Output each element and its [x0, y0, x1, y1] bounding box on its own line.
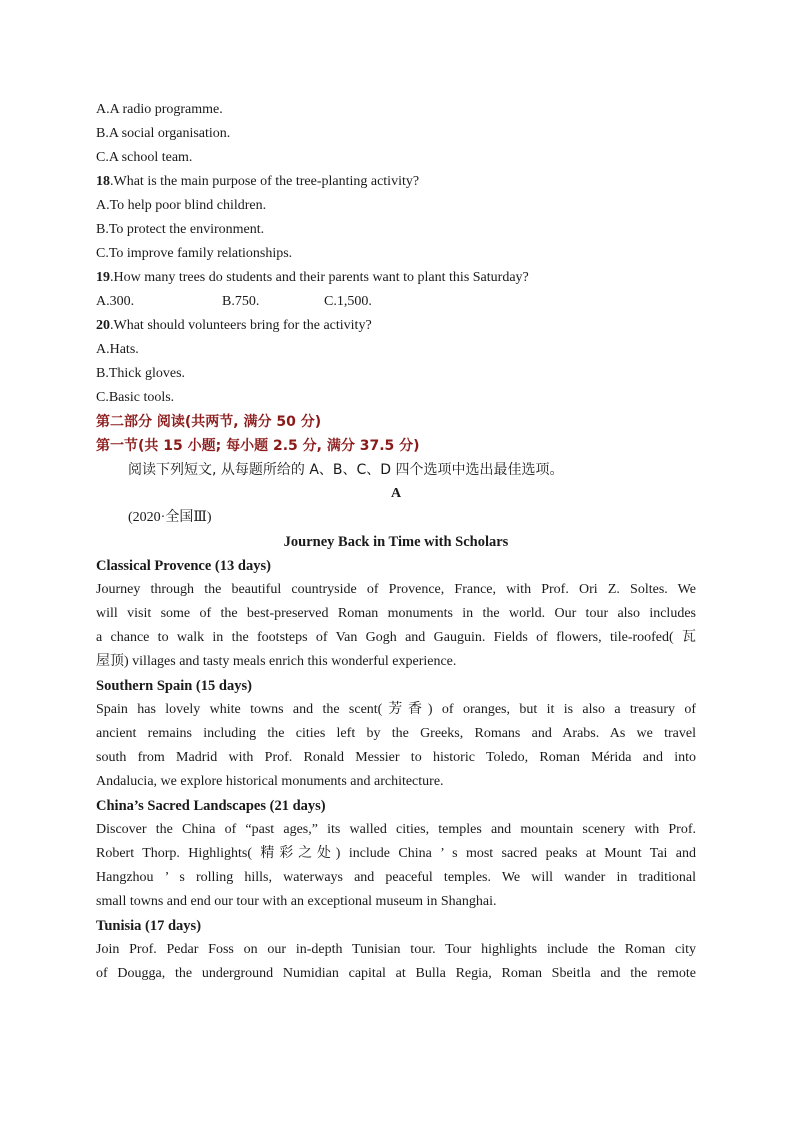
q19-options [96, 290, 696, 314]
question-19 [96, 266, 696, 290]
question-number: 18 [96, 174, 110, 189]
part2-heading: 第二部分 阅读(共两节, 满分 50 分) [96, 414, 322, 430]
paragraph-line: Robert Thorp. Highlights( 精彩之处) include China ’ s most sacred peaks at Mount Tai and [96, 846, 696, 861]
q19-option-a: A.300. [96, 294, 135, 309]
paragraph-line: 屋顶) villages and tasty meals enrich this wonderful experience. [96, 654, 457, 669]
q20-option-c: C.Basic tools. [96, 390, 175, 405]
question-20 [96, 314, 696, 338]
q18-option-b: B.To protect the environment. [96, 222, 265, 237]
paragraph-line: Spain has lovely white towns and the scent(芳香) of oranges, but it is also a treasury of [96, 702, 696, 717]
tour-description [96, 698, 696, 794]
tour-description [96, 578, 696, 674]
instruction-text: 阅读下列短文, 从每题所给的 A、B、C、D 四个选项中选出最佳选项。 [128, 462, 564, 478]
section1-heading: 第一节(共 15 小题; 每小题 2.5 分, 满分 37.5 分) [96, 438, 420, 454]
tour-title: Southern Spain (15 days) [96, 678, 252, 694]
passage-letter: A [390, 486, 402, 501]
q17-option-c: C.A school team. [96, 150, 193, 165]
paragraph-line: of Dougga, the underground Numidian capital at Bulla Regia, Roman Sbeitla and the remote [96, 966, 696, 981]
paragraph-line: will visit some of the best-preserved Roman monuments in the world. Our tour also includes [96, 606, 696, 621]
tour-description [96, 938, 696, 986]
tour-spain [96, 674, 696, 794]
paragraph-line: small towns and end our tour with an exceptional museum in Shanghai. [96, 894, 497, 909]
tour-china [96, 794, 696, 914]
tour-provence [96, 554, 696, 674]
tour-tunisia [96, 914, 696, 986]
paragraph-line: ancient remains including the cities left by the Greeks, Romans and Arabs. As we travel [96, 726, 696, 741]
q18-option-a: A.To help poor blind children. [96, 198, 267, 213]
paragraph-line: Andalucia, we explore historical monuments and architecture. [96, 774, 444, 789]
tour-title: China’s Sacred Landscapes (21 days) [96, 798, 326, 814]
question-text: .How many trees do students and their parents want to plant this Saturday? [110, 270, 529, 285]
document-content [96, 98, 696, 986]
paragraph-line: a chance to walk in the footsteps of Van Gogh and Gauguin. Fields of flowers, tile-roofed( 瓦 [96, 630, 696, 645]
passage-source: (2020·全国Ⅲ) [128, 510, 212, 525]
q18-option-c: C.To improve family relationships. [96, 246, 293, 261]
question-text: .What should volunteers bring for the activity? [110, 318, 372, 333]
paragraph-line: Join Prof. Pedar Foss on our in-depth Tunisian tour. Tour highlights include the Roman city [96, 942, 696, 957]
question-18 [96, 170, 696, 194]
tour-title: Classical Provence (13 days) [96, 558, 271, 574]
paragraph-line: south from Madrid with Prof. Ronald Messier to historic Toledo, Roman Mérida and into [96, 750, 696, 765]
q17-option-a: A.A radio programme. [96, 102, 223, 117]
tour-description [96, 818, 696, 914]
paragraph-line: Journey through the beautiful countryside of Provence, France, with Prof. Ori Z. Soltes. We [96, 582, 696, 597]
question-number: 19 [96, 270, 110, 285]
question-number: 20 [96, 318, 110, 333]
paragraph-line: Hangzhou ’ s rolling hills, waterways and peaceful temples. We will wander in traditional [96, 870, 696, 885]
article-title: Journey Back in Time with Scholars [283, 534, 509, 550]
tour-title: Tunisia (17 days) [96, 918, 202, 934]
q17-option-b: B.A social organisation. [96, 126, 231, 141]
question-text: .What is the main purpose of the tree-planting activity? [110, 174, 420, 189]
paragraph-line: Discover the China of “past ages,” its walled cities, temples and mountain scenery with Prof. [96, 822, 696, 837]
q20-option-a: A.Hats. [96, 342, 139, 357]
q19-option-b: B.750. [222, 294, 260, 309]
q19-option-c: C.1,500. [324, 294, 372, 309]
q20-option-b: B.Thick gloves. [96, 366, 186, 381]
